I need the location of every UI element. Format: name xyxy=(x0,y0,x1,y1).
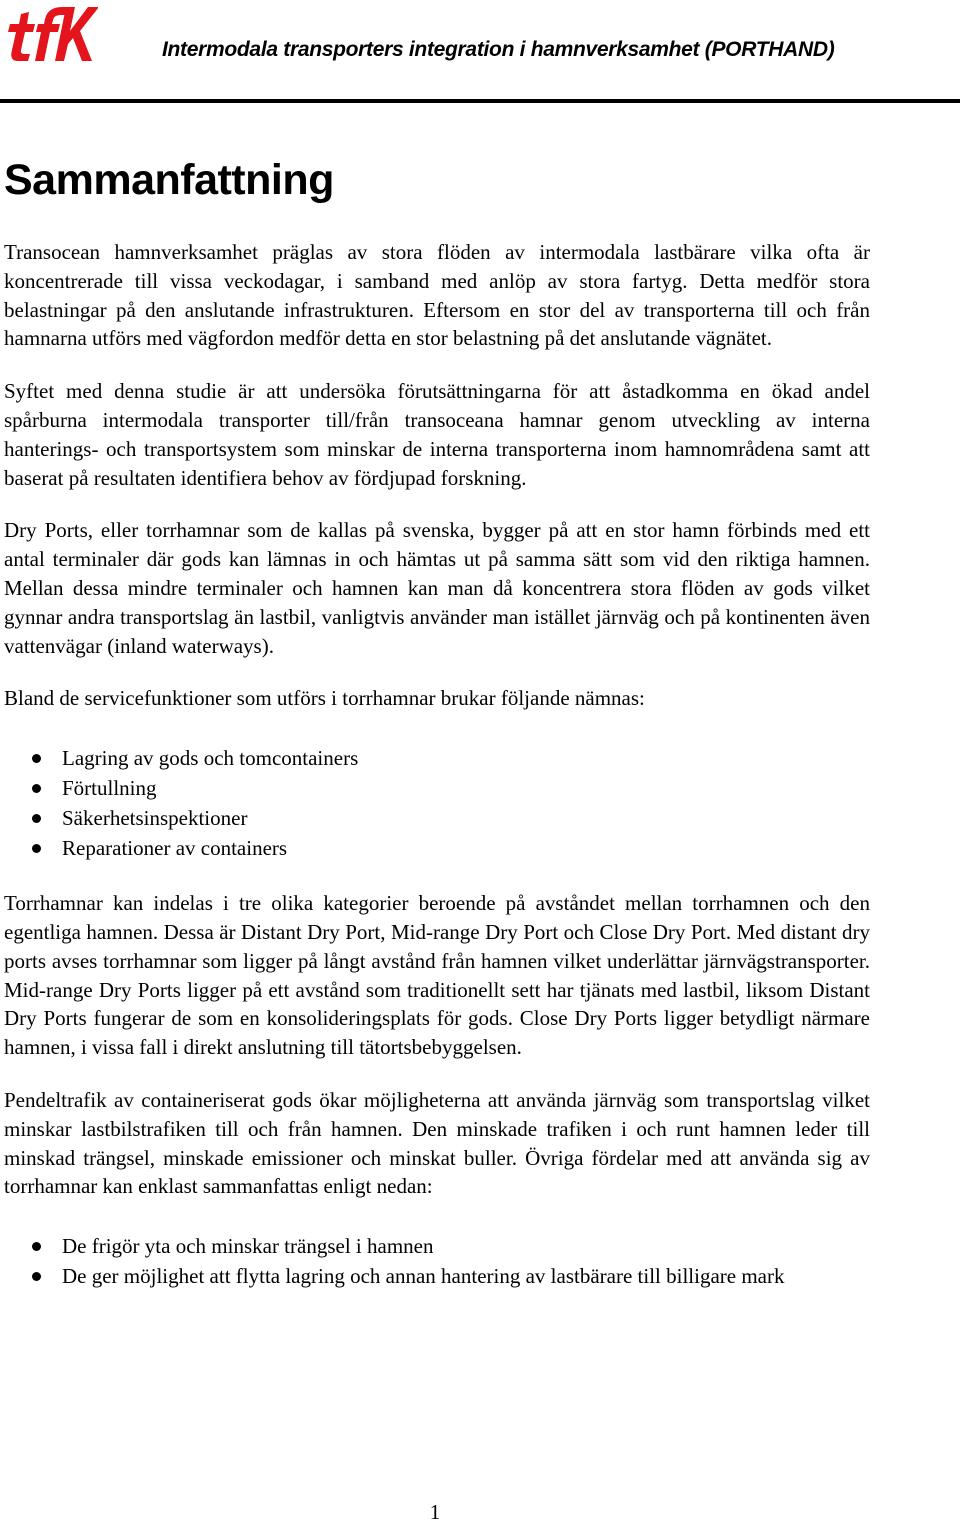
section-heading: Sammanfattning xyxy=(4,156,334,204)
service-functions-list xyxy=(4,743,870,863)
paragraph: Pendeltrafik av containeriserat gods ökar möjligheterna att använda järnväg som transportslag vilket minskar lastbilstrafiken till och från hamnen. Den minskade trafiken i och runt hamnen leder till minskad trängsel, minskade emissioner och minskat buller. Övriga fördelar med att använda sig av torrhamnar kan enklast sammanfattas enligt nedan: xyxy=(4,1087,870,1199)
page-header xyxy=(0,0,960,104)
list-item xyxy=(4,1261,870,1291)
bullet-icon xyxy=(32,784,41,793)
list-item xyxy=(4,803,870,833)
tfk-logo xyxy=(6,2,98,62)
paragraph: Dry Ports, eller torrhamnar som de kallas på svenska, bygger på att en stor hamn förbinds med ett antal terminaler där gods kan lämnas in och hämtas ut på samma sätt som vid den riktiga hamnen. Mellan dessa mindre terminaler och hamnen kan man då koncentrera stora flöden av gods vilket gynnar andra transportslag än lastbil, vanligtvis använder man istället järnväg och på kontinenten även vattenvägar (inland waterways). xyxy=(4,518,870,658)
paragraph: Bland de servicefunktioner som utförs i torrhamnar brukar följande nämnas: xyxy=(4,686,645,711)
header-divider xyxy=(0,99,960,103)
bullet-icon xyxy=(32,1242,41,1251)
list-item-text: Reparationer av containers xyxy=(62,836,288,861)
list-item xyxy=(4,1231,870,1261)
document-running-title: Intermodala transporters integration i hamnverksamhet (PORTHAND) xyxy=(162,38,835,61)
advantages-list xyxy=(4,1231,870,1291)
page-number: 1 xyxy=(429,1500,441,1524)
list-item-text: Säkerhetsinspektioner xyxy=(62,806,248,831)
paragraph: Transocean hamnverksamhet präglas av stora flöden av intermodala lastbärare vilka ofta är koncentrerade till vissa veckodagar, i samband med anlöp av stora fartyg. Detta medför stora belastningar på den anslutande infrastrukturen. Eftersom en stor del av transporterna till och från hamnarna utförs med vägfordon medför detta en stor belastning på det anslutande vägnätet. xyxy=(4,240,870,351)
bullet-icon xyxy=(32,844,41,853)
paragraph: Torrhamnar kan indelas i tre olika kategorier beroende på avståndet mellan torrhamnen och den egentliga hamnen. Dessa är Distant Dry Port, Mid-range Dry Port och Close Dry Port. Med distant dry ports avses torrhamnar som ligger på långt avstånd från hamnen vilket underlättar järnvägstransporter. Mid-range Dry Ports ligger på ett avstånd som traditionellt sett har tjänats med lastbil, liksom Distant Dry Ports fungerar de som en konsolideringsplats för gods. Close Dry Ports ligger betydligt närmare hamnen, i vissa fall i direkt anslutning till tätortsbebyggelsen. xyxy=(4,891,870,1060)
list-item xyxy=(4,773,870,803)
bullet-icon xyxy=(32,754,41,763)
bullet-icon xyxy=(32,814,41,823)
list-item-text: De frigör yta och minskar trängsel i hamnen xyxy=(62,1234,434,1259)
list-item-text: De ger möjlighet att flytta lagring och annan hantering av lastbärare till billigare mark xyxy=(62,1264,785,1289)
bullet-icon xyxy=(32,1272,41,1281)
list-item-text: Förtullning xyxy=(62,776,157,801)
paragraph: Syftet med denna studie är att undersöka förutsättningarna för att åstadkomma en ökad andel spårburna intermodala transporter till/från transoceana hamnar genom utveckling av interna hanterings- och transportsystem som minskar de interna transporterna inom hamnområdena samt att baserat på resultaten identifiera behov av fördjupad forskning. xyxy=(4,379,870,490)
page-content xyxy=(4,152,870,1317)
list-item-text: Lagring av gods och tomcontainers xyxy=(62,746,359,771)
list-item xyxy=(4,743,870,773)
list-item xyxy=(4,833,870,863)
